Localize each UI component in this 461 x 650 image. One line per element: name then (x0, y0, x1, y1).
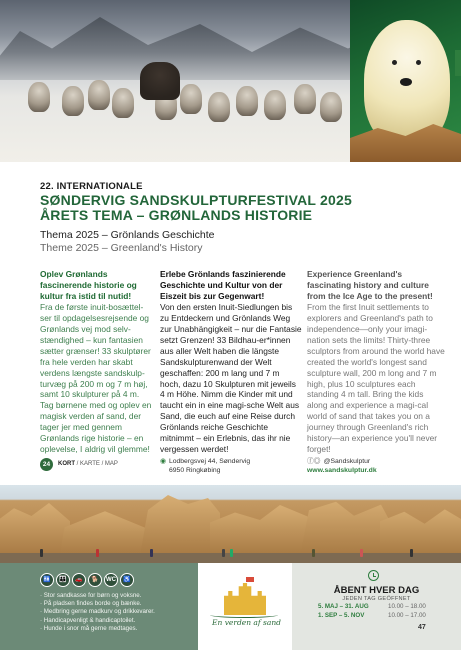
sand-sculpture-panorama (0, 485, 461, 563)
wheelchair-icon: ♿ (120, 573, 134, 587)
list-item: · På pladsen findes borde og bænke. (40, 600, 155, 608)
website-link[interactable]: www.sandskulptur.dk (307, 467, 377, 474)
logo-text: En verden af sand (212, 618, 281, 627)
facility-icons (40, 573, 134, 587)
facilities-list (40, 592, 155, 633)
column-german-body: Von den ersten Inuit-Siedlungen bis zu Entdeckern und Grönlands Weg zur Unabhängigkeit – nur die Fantasie setzt Grenzen! 33 Bildhau-er*innen aus aller Welt haben die längste Sandskulpturenwand der Welt geschaffen: 200 m lang und 7 m hoch, dazu 10 Skulpturen mit jeweils 4 m Höhe. Nimm die Kinder mit und taucht ein in eine magi-sche Welt aus Sand, die euch auf eine Reise durch Grönlands reiche Geschichte mitnimmt – ein Erlebnis, das ihr nie vergessen werdet! (160, 301, 302, 455)
social-and-web (307, 457, 377, 475)
column-danish-lead: Oplev Grønlands fascinerende historie og kultur fra istid til nutid! (40, 269, 137, 301)
sled-dog-photo (0, 0, 350, 162)
column-english-body: From the first Inuit settlements to explorers and Greenland's path to independence—only your imagi-nation sets the limits! Thirty-three sculptors from around the world have created the world's longest sand sculpture wall, 200 m long and 7 m high, plus 10 sculptures each standing 4 m tall. Bring the kids along and experience a magi-cal world of sand that takes you on a journey through Greenland's rich history—an experience you'll never forget! (307, 301, 445, 455)
column-german-lead: Erlebe Grönlands faszinierende Geschichte und Kultur von der Eiszeit bis zur Gegenwart! (160, 269, 286, 301)
dog-icon: 🐕 (88, 573, 102, 587)
theme-german: Thema 2025 – Grönlands Geschichte (40, 229, 215, 241)
table-row (318, 612, 426, 621)
season-dates: 1. SEP – 5. NOV (318, 611, 365, 619)
clock-icon (368, 570, 379, 581)
page-number: 47 (418, 624, 426, 631)
map-label-rest: / KARTE / MAP (75, 461, 118, 467)
opening-title: ÅBENT HVER DAG (333, 585, 420, 596)
logo-flag (246, 577, 254, 582)
column-english-lead: Experience Greenland's fascinating history and culture from the Ice Age to the present! (307, 269, 433, 301)
column-german (160, 269, 302, 455)
column-danish (40, 269, 154, 455)
address-line1: Lodbergsvej 44, Søndervig (168, 458, 251, 465)
page-subtitle: ÅRETS TEMA – GRØNLANDS HISTORIE (40, 207, 313, 223)
page-edge-tab (455, 50, 461, 76)
festival-edition: 22. INTERNATIONALE (40, 181, 143, 192)
social-handle: @Sandskulptur (323, 458, 371, 465)
column-english (307, 269, 445, 455)
page-title: SØNDERVIG SANDSKULPTURFESTIVAL 2025 (40, 192, 352, 208)
address-line2: 6950 Ringkøbing (169, 467, 221, 474)
theme-english: Theme 2025 – Greenland's History (40, 242, 203, 254)
season-time: 10.00 – 18.00 (388, 603, 426, 610)
polar-bear-sculpture-photo (350, 0, 461, 162)
map-reference (58, 461, 118, 467)
opening-hours-table (318, 603, 426, 620)
list-item: · Medbring gerne madkurv og drikkevarer. (40, 608, 155, 616)
address (160, 457, 250, 475)
season-time: 10.00 – 17.00 (388, 611, 426, 619)
map-label-bold: KORT (58, 461, 75, 467)
map-page-badge: 24 (40, 458, 53, 471)
list-item: · Hunde i snor må gerne medtages. (40, 625, 155, 633)
table-row (318, 603, 426, 612)
column-danish-body: Fra de første inuit-bosættel-ser til opdagelsesrejsende og Grønlands vej mod selv-stændighed – kun fantasien sætter grænser! 33 skulptører fra hele verden har skabt verdens længste sandskulp-turvæg på 200 m og 7 m høj, samt 10 skulpturer på 4 m. Tag børnene med og oplev en magisk verden af sand, der tager jer med gennem Grønlands rige historie – en oplevelse, I aldrig vil glemme! (40, 301, 152, 455)
season-dates: 5. MAJ – 31. AUG (318, 603, 369, 610)
list-item: · Handicapvenligt & handicaptoilet. (40, 617, 155, 625)
toilet-icon: 🚻 (40, 573, 54, 587)
family-icon: 👪 (56, 573, 70, 587)
accessible-car-icon: 🚗 (72, 573, 86, 587)
wc-icon: WC (104, 573, 118, 587)
list-item: · Stor sandkasse for børn og voksne. (40, 592, 155, 600)
opening-subtitle: JEDEN TAG GEÖFFNET (342, 596, 411, 602)
facebook-instagram-icon: ⓕ◎ (307, 458, 321, 465)
location-pin-icon: ◉ (160, 458, 166, 465)
